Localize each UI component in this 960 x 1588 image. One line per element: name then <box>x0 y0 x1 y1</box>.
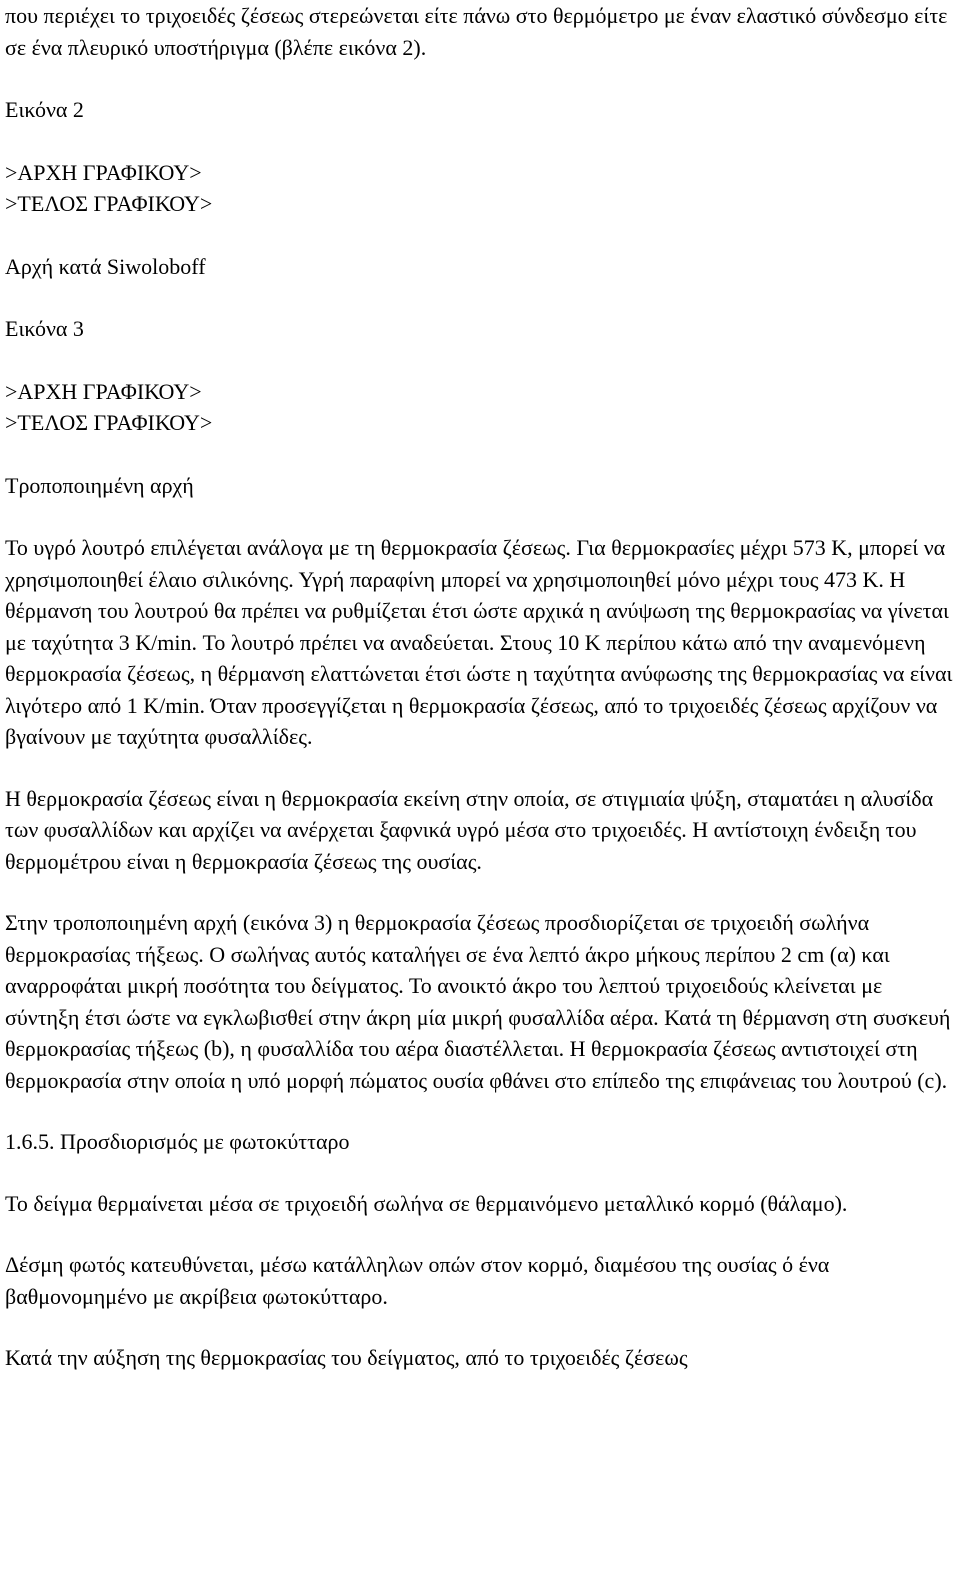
paragraph-liquid-bath: Το υγρό λουτρό επιλέγεται ανάλογα με τη θερμοκρασία ζέσεως. Για θερμοκρασίες μέχρι 573 K, μπορεί να χρησιμοποιηθεί έλαιο σιλικόνης. Υγρή παραφίνη μπορεί να χρησιμοποιηθεί μόνο μέχρι τους 473 K. Η θέρμανση του λουτρού θα πρέπει να ρυθμίζεται έτσι ώστε αρχικά η ανύψωση της θερμοκρασίας να γίνεται με ταχύτητα 3 K/min. Το λουτρό πρέπει να αναδεύεται. Στους 10 K περίπου κάτω από την αναμενόμενη θερμοκρασία ζέσεως, η θέρμανση ελαττώνεται έτσι ώστε η ταχύτητα ανύφωσης της θερμοκρασίας να είναι λιγότερο από 1 K/min. Όταν προσεγγίζεται η θερμοκρασία ζέσεως, από το τριχοειδές ζέσεως αρχίζουν να βγαίνουν με ταχύτητα φυσαλλίδες. <box>5 535 953 749</box>
paragraph-light-beam: Δέσμη φωτός κατευθύνεται, μέσω κατάλληλων οπών στον κορμό, διαμέσου της ουσίας ό ένα βαθμονομημένο με ακρίβεια φωτοκύτταρο. <box>5 1252 830 1309</box>
section-heading-siwoloboff: Αρχή κατά Siwoloboff <box>5 253 206 279</box>
paragraph-modified-method-description: Στην τροποποιημένη αρχή (εικόνα 3) η θερμοκρασία ζέσεως προσδιορίζεται σε τριχοειδή σωλήνα θερμοκρασίας τήξεως. Ο σωλήνας αυτός καταλήγει σε ένα λεπτό άκρο μήκους περίπου 2 cm (α) και αναρροφάται μικρή ποσότητα του δείγματος. Το ανοικτό άκρο του λεπτού τριχοειδούς κλείνεται με σύντηξη έτσι ώστε να εγκλωβισθεί στην άκρη μία μικρή φυσαλλίδα αέρα. Κατά τη θέρμανση στη συσκευή θερμοκρασίας τήξεως (b), η φυσαλλίδα του αέρα διαστέλλεται. Η θερμοκρασία ζέσεως αντιστοιχεί στη θερμοκρασία στην οποία η υπό μορφή πώματος ουσία φθάνει στο επίπεδο της επιφάνειας του λουτρού (c). <box>5 910 951 1093</box>
figure-caption-2: Εικόνα 2 <box>5 97 84 122</box>
paragraph-intro-continuation: που περιέχει το τριχοειδές ζέσεως στερεώνεται είτε πάνω στο θερμόμετρο με έναν ελαστικό σύνδεσμο είτε σε ένα πλευρικό υποστήριγμα (βλέπε εικόνα 2). <box>5 3 948 60</box>
graphic-start-marker-2: >ΑΡΧΗ ΓΡΑΦΙΚΟΥ> <box>5 159 202 185</box>
section-heading-photocell: 1.6.5. Προσδιορισμός με φωτοκύτταρο <box>5 1129 350 1154</box>
paragraph-sample-heating: Το δείγμα θερμαίνεται μέσα σε τριχοειδή σωλήνα σε θερμαινόμενο μεταλλικό κορμό (θάλαμο). <box>5 1190 848 1216</box>
paragraph-temperature-increase: Κατά την αύξηση της θερμοκρασίας του δείγματος, από το τριχοειδές ζέσεως <box>5 1345 688 1370</box>
section-heading-modified-method: Τροποποιημένη αρχή <box>5 472 194 498</box>
graphic-end-marker-3: >ΤΕΛΟΣ ΓΡΑΦΙΚΟΥ> <box>5 410 213 435</box>
paragraph-boiling-point-definition: Η θερμοκρασία ζέσεως είναι η θερμοκρασία εκείνη στην οποία, σε στιγμιαία ψύξη, σταματάει η αλυσίδα των φυσαλλίδων και αρχίζει να ανέρχεται ξαφνικά υγρό μέσα στο τριχοειδές. Η αντίστοιχη ένδειξη του θερμομέτρου είναι η θερμοκρασία ζέσεως της ουσίας. <box>5 785 934 874</box>
graphic-end-marker-2: >ΤΕΛΟΣ ΓΡΑΦΙΚΟΥ> <box>5 191 213 216</box>
figure-caption-3: Εικόνα 3 <box>5 316 84 341</box>
graphic-start-marker-3: >ΑΡΧΗ ΓΡΑΦΙΚΟΥ> <box>5 378 202 404</box>
